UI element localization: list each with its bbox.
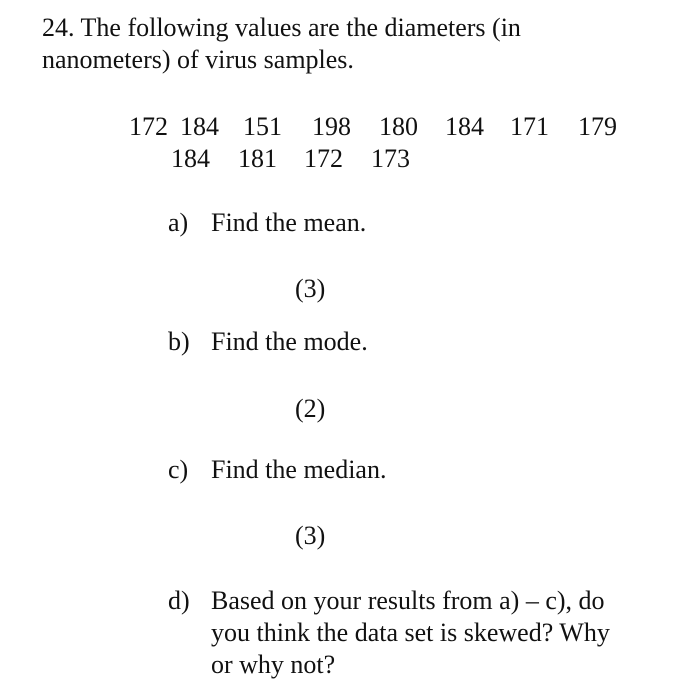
part-d-text-line-3: or why not? xyxy=(211,650,336,679)
data-value: 172 xyxy=(304,144,343,173)
part-d-text xyxy=(211,585,651,681)
part-a-marks: (3) xyxy=(295,274,326,303)
data-values-row-2 xyxy=(0,143,675,175)
part-c-text: Find the median. xyxy=(211,455,387,484)
part-c xyxy=(0,454,675,486)
data-value: 184 xyxy=(171,144,210,173)
part-c-marks: (3) xyxy=(295,521,326,550)
part-d xyxy=(0,585,675,681)
data-values-row-1 xyxy=(0,111,675,143)
data-value: 151 xyxy=(243,112,282,141)
part-d-text-line-1: Based on your results from a) – c), do xyxy=(211,586,605,615)
data-value: 184 xyxy=(445,112,484,141)
question-title-line-1: 24. The following values are the diameters (in xyxy=(42,13,521,42)
data-value: 184 xyxy=(180,112,219,141)
part-b xyxy=(0,326,675,358)
data-value: 171 xyxy=(510,112,549,141)
part-a-text: Find the mean. xyxy=(211,208,367,237)
data-value: 180 xyxy=(379,112,418,141)
part-c-letter: c) xyxy=(168,455,189,484)
part-d-text-line-2: you think the data set is skewed? Why xyxy=(211,618,610,647)
data-value: 198 xyxy=(312,112,351,141)
part-b-marks: (2) xyxy=(295,394,326,423)
part-a xyxy=(0,207,675,239)
part-b-letter: b) xyxy=(168,327,190,356)
data-value: 172 xyxy=(129,112,168,141)
question-title xyxy=(42,12,602,76)
part-a-letter: a) xyxy=(168,208,189,237)
part-d-letter: d) xyxy=(168,586,190,615)
part-b-text: Find the mode. xyxy=(211,327,368,356)
data-value: 173 xyxy=(371,144,410,173)
data-value: 179 xyxy=(578,112,617,141)
data-value: 181 xyxy=(238,144,277,173)
question-title-line-2: nanometers) of virus samples. xyxy=(42,45,354,74)
